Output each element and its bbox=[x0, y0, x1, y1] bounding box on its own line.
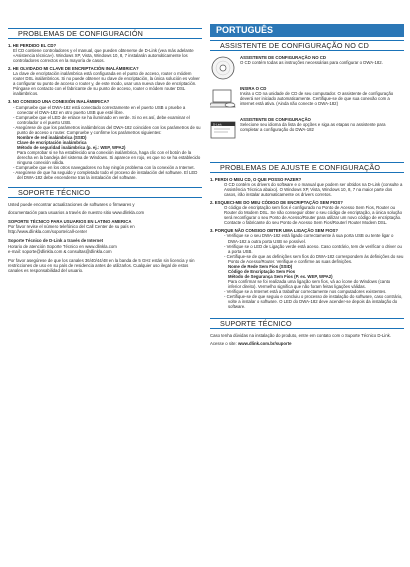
faq-note: Para comprobar si se ha establecido una conexión inalámbrica, haga clic con el botón de la derecha en la bandeja del sistema de Windows. Si aparece en rojo, es que no se ha establecido ninguna conexión válida. bbox=[17, 149, 201, 166]
tech-support-header-pt: SUPORTE TÉCNICO bbox=[210, 318, 404, 329]
param-key: Clave de encriptación inalámbrica bbox=[17, 139, 87, 145]
faq-bullet: - Certifique-se de que as definições sem fios do DWA-182 correspondem às definições do seu Ponto de Acesso/Router. Verifique e confirme as suas definições. bbox=[224, 253, 404, 264]
step-setup-wizard bbox=[210, 117, 404, 143]
step-text: Insira o CD na unidade de CD de seu computador. O assistente de configuração deverá ser iniciado automaticamente. Certifique-se de que sua conexão com a internet está ativa. (Ainda não conecte o DWA-182) bbox=[240, 91, 394, 107]
param-key: Código de Encriptação Sem Fios bbox=[228, 268, 296, 274]
support-latam-text: Por favor revise el número telefónico del Call Center de su país en http://www.dlinkla.com/soporte/call-center bbox=[8, 224, 135, 235]
faq-answer: O CD contém os drivers do software e o manual que podem ser obtidos na D-Link (consulte a Assistência Técnica abaixo). O Windows XP, Vista, Windows 10, 8, 7 na maior parte dos casos, irão instalar automaticamente os drivers corretos. bbox=[224, 182, 403, 198]
faq-note: Para confirmar se foi realizada uma ligação sem fios, vá ao ícone do Windows (canto inferior direito). Vermelho significa que não foram feitas ligações válidas. bbox=[228, 278, 391, 289]
faq-bullet: - Compruebe que el LED de enlace se ha iluminado en verde. Si no es así, debe examinar el controlador o el puerto USB. bbox=[13, 114, 190, 125]
support-site-label: Acesse o site: bbox=[210, 341, 237, 347]
faq-bullet: - Asegúrese de que los parámetros inalámbricos del DWA-182 coinciden con los parámetros de su punto de acceso o router. Compruebe y confirme los parámetros siguientes: bbox=[13, 124, 201, 135]
laptop-cd-icon bbox=[210, 86, 236, 112]
setup-problems-header: PROBLEMAS DE CONFIGURACIÓN bbox=[8, 28, 202, 39]
support-latam-title: SOPORTE TÉCNICO PARA USUARIOS EN LATINO AMERICA bbox=[8, 219, 132, 225]
setup-wizard-header: ASSISTENTE DE CONFIGURAÇÃO NO CD bbox=[210, 40, 404, 51]
faq-answer: La clave de encriptación inalámbrica está configurada en el punto de acceso, router o módem router DSL inalámbricos. Si no puede obtener su clave de encriptación, la única solución es volver a configurar su punto de acceso o router y, de este modo, usar una nueva clave de encriptación. Póngase en contacto con el fabricante de su punto de acceso, router o módem router DSL inalámbricos. bbox=[13, 71, 200, 97]
faq-title: 1. PERDI O MEU CD, O QUE POSSO FAZER? bbox=[210, 177, 302, 182]
faq-item-lost-cd bbox=[8, 43, 202, 63]
support-text: documentación para usuarios a través de nuestro sitio www.dlinkla.com bbox=[8, 210, 145, 216]
troubleshoot-header: PROBLEMAS DE AJUSTE E CONFIGURAÇÃO bbox=[210, 162, 404, 173]
param-security: Método de seguridad inalámbrica (p. ej.: WEP, WPA2) bbox=[17, 144, 126, 150]
faq-bullet: - Asegúrese de que ha seguido y completado todo el proceso de instalación del software. El LED del DWA-182 debe encenderse tras la instalación del software. bbox=[13, 170, 198, 181]
faq-bullet: - Compruebe que el DWA-182 está conectado correctamente en el puerto USB o pruebe a conectar el DWA-182 en otro puerto USB que esté libre. bbox=[13, 104, 186, 115]
support-site-line bbox=[210, 341, 404, 346]
language-banner: PORTUGUÊS bbox=[210, 24, 404, 37]
faq-item-forgot-key-pt bbox=[210, 200, 404, 225]
wizard-screen-icon bbox=[210, 117, 236, 143]
faq-title: 3. PORQUE NÃO CONSIGO OBTER UMA LIGAÇÃO SEM FIOS? bbox=[210, 228, 339, 234]
cd-disc-icon bbox=[210, 55, 236, 81]
step-title: ASSISTENTE DE CONFIGURAÇÃO NO CD bbox=[240, 55, 326, 60]
faq-bullet: - Verifique se o seu DWA-182 está ligado correctamente à sua porta USB ou tente ligar o DWA-182 a outra porta USB se possível. bbox=[224, 233, 394, 244]
faq-bullet: - Certifique-se de que seguiu e concluiu o processo de instalação do software, caso contrário, volte a instalar o software. O LED do DWA-182 deve acender-se depois da instalação do software. bbox=[224, 294, 403, 310]
faq-title: 2. ESQUECI-ME DO MEU CÓDIGO DE ENCRIPTAÇÃO SEM FIOS? bbox=[210, 200, 343, 206]
step-cd-wizard bbox=[210, 55, 404, 81]
faq-item-lost-cd-pt bbox=[210, 177, 404, 197]
step-title: ASSISTENTE DE CONFIGURAÇÃO bbox=[240, 117, 311, 122]
faq-answer: O código de encriptação sem fios é configurado no Ponto de Acesso Sem Fios, Router ou Router do Modem DSL. Se não conseguir obter o seu código de encriptação, a única solução será reconfigurar o seu Ponto de Acesso/Router para utilizar um novo código de encriptação. Contacte o fabricante do seu Ponto de Acesso Sem Fios/Router/ Router Modem DSL. bbox=[224, 205, 402, 226]
spanish-column bbox=[8, 28, 202, 273]
tech-support-header: SOPORTE TÉCNICO bbox=[8, 187, 202, 198]
faq-item-no-connection-pt bbox=[210, 228, 404, 309]
faq-title: 1. HE PERDIDO EL CD? bbox=[8, 43, 57, 48]
param-security: Método de Segurança Sem Fios (P. ex. WEP, WPA2) bbox=[228, 273, 333, 279]
channel-notice: Por favor asegúrese de que los canales 36/40/44/48 en la banda de 5 GHz están sin licencia y sin restricciones de uso en su país de residencia antes de utilizarlos. Cualquier uso ilegal de estos canales es responsabilidad del usuario. bbox=[8, 257, 195, 273]
support-internet-title: Soporte Técnico de D-Link a través de Internet bbox=[8, 238, 104, 244]
support-email: e-mail: soporte@dlinkla.com & consultas@dlinkla.com bbox=[8, 248, 112, 254]
faq-bullet: - Compruebe que en los otros navegadores no hay ningún problema con la conexión a Internet. bbox=[13, 165, 195, 171]
faq-bullet: - Verifique se a Internet está a trabalhar correctamente nos computadores existentes. bbox=[224, 288, 387, 294]
faq-title: 2. HE OLVIDADO MI CLAVE DE ENCRIPTACIÓN INALÁMBRICA? bbox=[8, 66, 139, 72]
step-text: O CD contém todas as instruções necessárias para configurar o DWA-182. bbox=[240, 60, 383, 66]
support-hours: Horario de atención Soporte Técnico en www.dlinkla.com bbox=[8, 243, 117, 249]
dlink-screen-label: D-Link bbox=[213, 122, 222, 127]
support-text: Caso tenha dúvidas na instalação do produto, entre em contato com o Suporte Técnico D-Link. bbox=[210, 333, 391, 339]
faq-bullet: - Verifique se o LED de Ligação verde está aceso. Caso contrário, tem de verificar o driver ou a porta USB. bbox=[224, 243, 402, 254]
param-ssid: Nombre de red inalámbrica (SSID) bbox=[17, 134, 87, 140]
support-text: Usted puede encontrar actualizaciones de softwares o firmwares y bbox=[8, 202, 135, 208]
faq-answer: El CD contiene controladores y el manual, que pueden obtenerse de D-Link (vea más adelante «Asistencia técnica»). Windows XP, Vista, Windows 10, 8, 7 instalarán automáticamente los controladores correctos en la mayoría de casos. bbox=[13, 48, 194, 64]
support-site-link[interactable]: www.dlink.com.br/suporte bbox=[237, 341, 292, 347]
param-ssid: Nome de Rede Sem Fios (SSID) bbox=[228, 263, 293, 269]
faq-item-forgot-key bbox=[8, 66, 202, 96]
step-insert-cd bbox=[210, 86, 404, 112]
step-text: Selecione seu idioma da lista de opções e siga as etapas no assistente para completar a configuração do DWA-182 bbox=[240, 122, 386, 133]
faq-title: 3. NO CONSIGO UNA CONEXIÓN INALÁMBRICA? bbox=[8, 99, 110, 105]
portuguese-column bbox=[210, 24, 404, 346]
step-title: INSIRA O CD bbox=[240, 86, 267, 91]
faq-item-no-connection bbox=[8, 99, 202, 180]
